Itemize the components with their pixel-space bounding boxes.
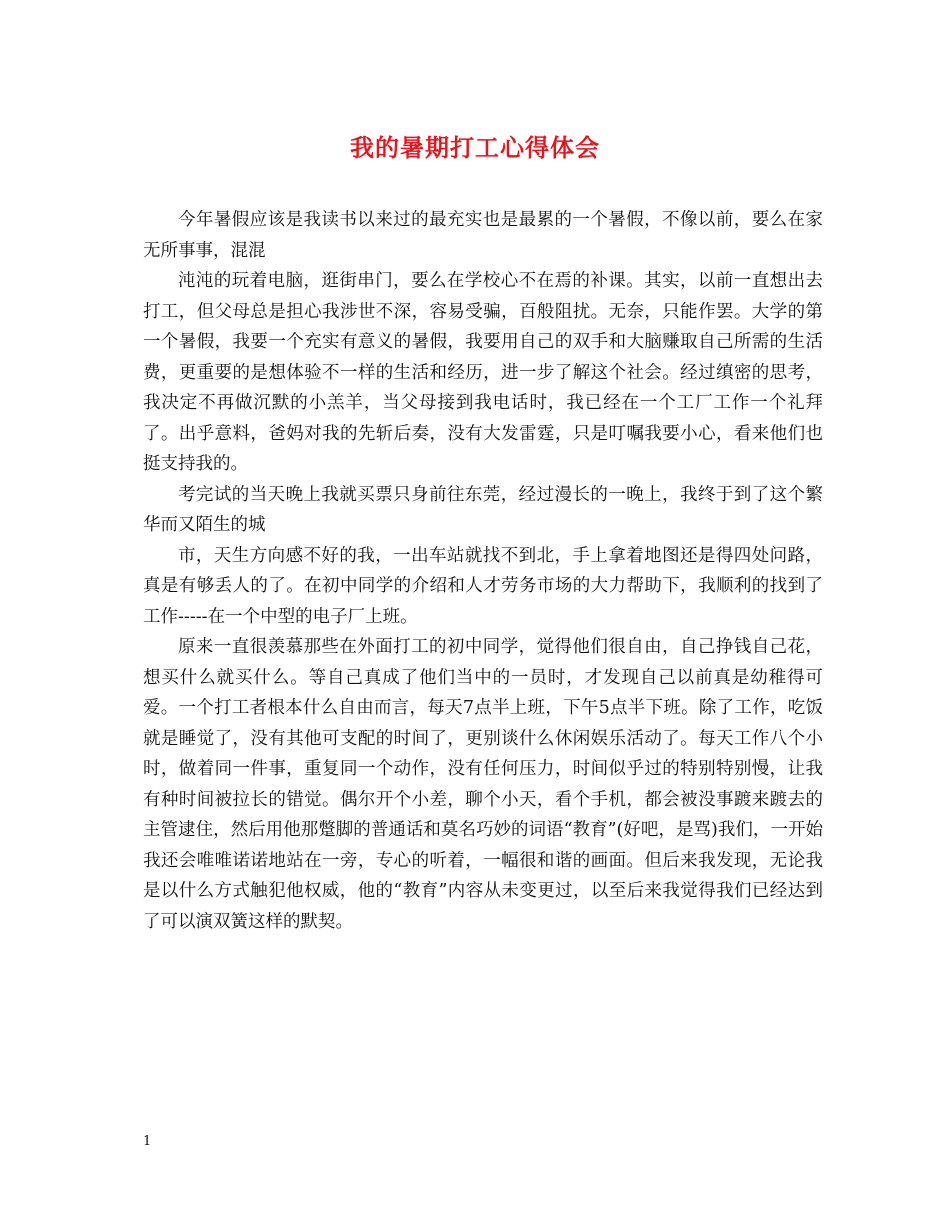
paragraph: 考完试的当天晚上我就买票只身前往东莞，经过漫长的一晚上，我终于到了这个繁华而又陌生的城 [143,484,823,535]
paragraph: 市，天生方向感不好的我，一出车站就找不到北，手上拿着地图还是得四处问路，真是有够丢人的了。在初中同学的介绍和人才劳务市场的大力帮助下，我顺利的找到了工作-----在一个中型的电子厂上班。 [143,545,823,627]
document-title: 我的暑期打工心得体会 [350,133,600,162]
paragraph: 原来一直很羡慕那些在外面打工的初中同学，觉得他们很自由，自己挣钱自己花，想买什么就买什么。等自己真成了他们当中的一员时，才发现自己以前真是幼稚得可爱。一个打工者根本什么自由而言，每天7点半上班，下午5点半下班。除了工作，吃饭就是睡觉了，没有其他可支配的时间了，更别谈什么休闲娱乐活动了。每天工作八个小时，做着同一件事，重复同一个动作，没有任何压力，时间似乎过的特别特别慢，让我有种时间被拉长的错觉。偶尔开个小差，聊个小天，看个手机，都会被没事踱来踱去的主管逮住，然后用他那蹩脚的普通话和莫名巧妙的词语“教育”(好吧，是骂)我们，一开始我还会唯唯诺诺地站在一旁，专心的听着，一幅很和谐的画面。但后来我发现，无论我是以什么方式触犯他权威，他的“教育”内容从未变更过，以至后来我觉得我们已经达到了可以演双簧这样的默契。 [143,637,823,932]
paragraph: 沌沌的玩着电脑，逛街串门，要么在学校心不在焉的补课。其实，以前一直想出去打工，但父母总是担心我涉世不深，容易受骗，百般阻扰。无奈，只能作罢。大学的第一个暑假，我要一个充实有意义的暑假，我要用自己的双手和大脑赚取自己所需的生活费，更重要的是想体验不一样的生活和经历，进一步了解这个社会。经过缜密的思考，我决定不再做沉默的小羔羊，当父母接到我电话时，我已经在一个工厂工作一个礼拜了。出乎意料，爸妈对我的先斩后奏，没有大发雷霆，只是叮嘱我要小心，看来他们也挺支持我的。 [143,271,823,474]
document-body [143,205,823,937]
page-number: 1 [143,1134,152,1149]
paragraph: 今年暑假应该是我读书以来过的最充实也是最累的一个暑假，不像以前，要么在家无所事事，混混 [143,210,823,261]
